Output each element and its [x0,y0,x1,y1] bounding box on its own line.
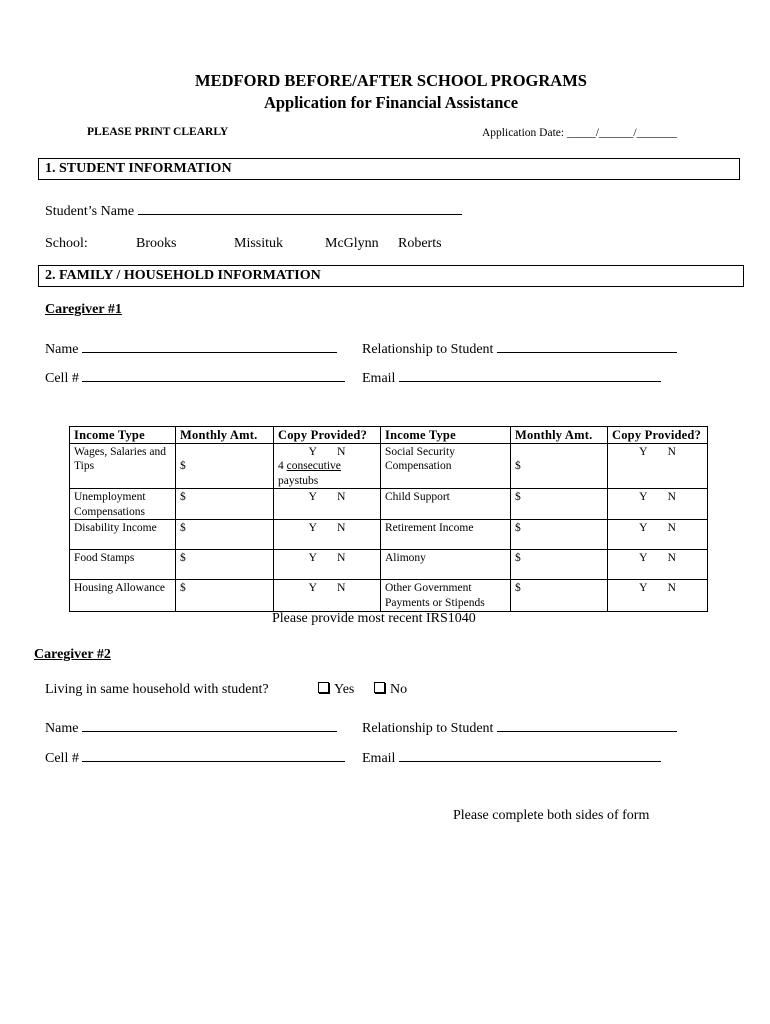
header-income-type: Income Type [381,427,511,444]
yes-option[interactable]: Y [308,491,317,503]
monthly-amt-cell[interactable]: $ [511,443,608,489]
caregiver2-name-field[interactable] [82,718,337,732]
application-date-field[interactable]: Application Date: _____/______/_______ [482,127,677,139]
yes-option[interactable]: Y [308,522,317,534]
income-type-cell: Alimony [381,550,511,580]
monthly-amt-cell[interactable]: $ [176,443,274,489]
income-type-cell: Child Support [381,489,511,520]
copy-provided-cell [274,489,381,520]
no-option[interactable]: N [667,522,676,534]
living-no-checkbox[interactable] [374,682,407,698]
form-subtitle: Application for Financial Assistance [263,93,519,112]
no-option[interactable]: N [337,522,346,534]
monthly-amt-cell[interactable]: $ [511,580,608,612]
school-label: School: [45,236,88,251]
monthly-amt-cell[interactable]: $ [176,580,274,612]
monthly-amt-cell[interactable]: $ [176,520,274,550]
section-student-information: 1. STUDENT INFORMATION [38,158,740,180]
name-label: Name [45,721,79,736]
table-row [70,520,708,550]
yes-label: Yes [334,682,355,697]
no-option[interactable]: N [667,491,676,503]
caregiver1-relationship-field[interactable] [497,339,677,353]
student-name-row [45,201,462,220]
email-label: Email [362,371,396,386]
caregiver2-relationship-field[interactable] [497,718,677,732]
living-yes-checkbox[interactable] [318,682,354,698]
no-option[interactable]: N [667,445,676,458]
income-type-cell: Other Government Payments or Stipends [381,580,511,612]
header-copy-provided: Copy Provided? [608,427,708,444]
income-type-cell: Wages, Salaries and Tips [70,443,176,489]
no-option[interactable]: N [667,552,676,564]
relationship-label: Relationship to Student [362,342,494,357]
relationship-label: Relationship to Student [362,721,494,736]
copy-provided-cell [608,489,708,520]
caregiver2-title: Caregiver #2 [34,647,111,662]
copy-provided-cell [608,580,708,612]
header-income-type: Income Type [70,427,176,444]
income-table [69,426,708,612]
section-family-household: 2. FAMILY / HOUSEHOLD INFORMATION [38,265,744,287]
no-option[interactable]: N [337,552,346,564]
student-name-label: Student’s Name [45,204,135,219]
caregiver1-name-row [45,339,337,358]
income-type-cell: Retirement Income [381,520,511,550]
name-label: Name [45,342,79,357]
form-title: MEDFORD BEFORE/AFTER SCHOOL PROGRAMS [195,71,587,90]
cell-label: Cell # [45,371,79,386]
copy-provided-cell [274,580,381,612]
living-same-household-question: Living in same household with student? [45,682,269,697]
yes-option[interactable]: Y [639,491,648,503]
header-monthly-amt: Monthly Amt. [176,427,274,444]
monthly-amt-cell[interactable]: $ [176,489,274,520]
caregiver2-email-field[interactable] [399,748,661,762]
caregiver1-cell-row [45,368,345,387]
yes-option[interactable]: Y [308,582,317,594]
school-option-missituk[interactable]: Missituk [234,236,284,251]
yes-option[interactable]: Y [639,582,648,594]
header-copy-provided: Copy Provided? [274,427,381,444]
caregiver2-cell-row [45,748,345,767]
caregiver1-email-row [362,368,661,387]
caregiver2-cell-field[interactable] [82,748,345,762]
yes-option[interactable]: Y [639,522,648,534]
copy-provided-cell [608,520,708,550]
caregiver2-email-row [362,748,661,767]
income-type-cell: Social Security Compensation [381,443,511,489]
monthly-amt-cell[interactable]: $ [511,550,608,580]
income-type-cell: Food Stamps [70,550,176,580]
income-type-cell: Unemployment Compensations [70,489,176,520]
caregiver1-cell-field[interactable] [82,368,345,382]
student-name-field[interactable] [138,201,462,215]
yes-option[interactable]: Y [639,552,648,564]
monthly-amt-cell[interactable]: $ [511,520,608,550]
copy-provided-cell [274,520,381,550]
caregiver1-relationship-row [362,339,677,358]
no-option[interactable]: N [337,445,346,458]
email-label: Email [362,751,396,766]
school-option-roberts[interactable]: Roberts [398,236,442,251]
caregiver1-name-field[interactable] [82,339,337,353]
caregiver2-name-row [45,718,337,737]
caregiver2-relationship-row [362,718,677,737]
table-row [70,550,708,580]
no-option[interactable]: N [337,491,346,503]
no-option[interactable]: N [337,582,346,594]
yes-option[interactable]: Y [639,445,648,458]
caregiver1-email-field[interactable] [399,368,661,382]
print-clearly-note: PLEASE PRINT CLEARLY [87,126,229,138]
checkbox-icon [318,682,329,693]
irs1040-note: Please provide most recent IRS1040 [272,611,476,626]
no-label: No [390,682,408,697]
table-row [70,443,708,489]
monthly-amt-cell[interactable]: $ [511,489,608,520]
header-monthly-amt: Monthly Amt. [511,427,608,444]
yes-option[interactable]: Y [308,445,317,458]
caregiver1-title: Caregiver #1 [45,302,122,317]
copy-provided-cell [608,443,708,489]
income-table-header [70,427,708,444]
table-row [70,580,708,612]
copy-provided-cell: Y N 4 consecutive paystubs [274,443,381,489]
school-option-mcglynn[interactable]: McGlynn [325,236,379,251]
checkbox-icon [374,682,385,693]
school-option-brooks[interactable]: Brooks [136,236,177,251]
no-option[interactable]: N [667,582,676,594]
complete-both-sides-note: Please complete both sides of form [453,808,650,823]
copy-provided-cell [274,550,381,580]
table-row [70,489,708,520]
cell-label: Cell # [45,751,79,766]
monthly-amt-cell[interactable]: $ [176,550,274,580]
yes-option[interactable]: Y [308,552,317,564]
income-type-cell: Disability Income [70,520,176,550]
copy-provided-cell [608,550,708,580]
income-type-cell: Housing Allowance [70,580,176,612]
